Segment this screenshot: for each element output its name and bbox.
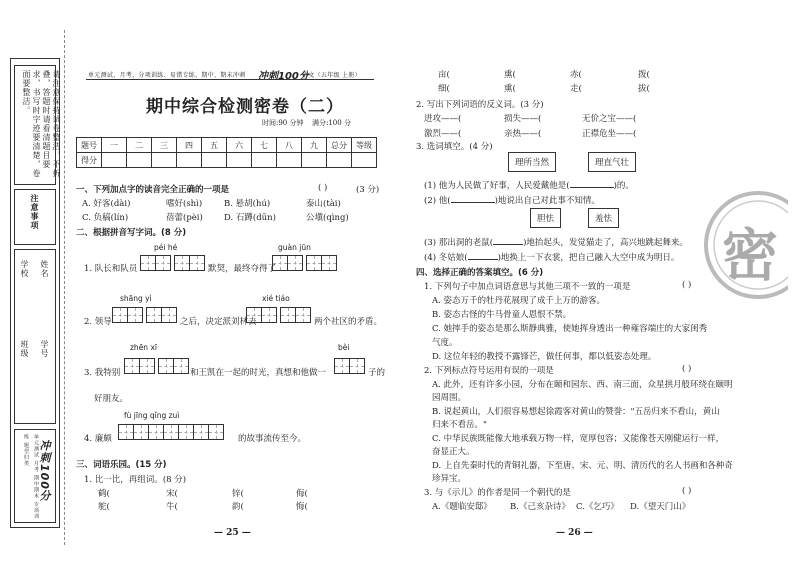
writing-grid[interactable] — [334, 358, 364, 374]
word-option: 理所当然 — [508, 152, 556, 172]
section3-q3: 3. 选词填空。(4 分) — [416, 142, 493, 152]
score-cell[interactable] — [327, 153, 352, 168]
option-a-2: 嗜好(shì) — [166, 199, 203, 209]
score-row-label: 得分 — [77, 153, 102, 168]
choice-option: B. 说起黄山，人们很容易想起徐霞客对黄山的赞誉："五岳归来不看山，黄山 — [432, 407, 720, 417]
pinyin-label: guàn jūn — [278, 243, 311, 252]
choice-option: C.《乞巧》 — [576, 502, 619, 512]
compare-pair[interactable]: 赤( — [570, 70, 582, 80]
compare-pair[interactable]: 韵( — [232, 502, 244, 512]
item2-pre: 2. 领导 — [84, 317, 112, 327]
score-header-cell: 七 — [252, 138, 277, 153]
word-option: 羞怯 — [588, 208, 619, 228]
instruction-label: 注意事项 — [30, 194, 40, 230]
compare-pair[interactable]: 悔( — [296, 502, 308, 512]
compare-pair[interactable]: 锌( — [232, 489, 244, 499]
choice-option: 气度。 — [432, 338, 458, 348]
pinyin-label: xié tiáo — [262, 294, 290, 303]
score-cell[interactable] — [227, 153, 252, 168]
score-cell[interactable] — [252, 153, 277, 168]
score-cell[interactable] — [152, 153, 177, 168]
choice-option: 珍异宝。 — [432, 474, 467, 484]
score-header-cell: 三 — [152, 138, 177, 153]
antonym-item[interactable]: 无价之宝——( — [582, 114, 637, 124]
option-d-2: 公塡(qìng) — [306, 213, 349, 223]
item3-cont: 好朋友。 — [94, 394, 129, 404]
fill-sentence: (2) 他( )地说出自己对此事不知情。 — [424, 196, 600, 206]
compare-pair[interactable]: 拔( — [638, 84, 650, 94]
time-info: 时间:90 分钟 — [262, 119, 304, 127]
antonym-item[interactable]: 激烈——( — [424, 129, 462, 139]
pinyin-label: bèi — [338, 343, 350, 352]
subject-text: 语文（五年级 上册） — [302, 72, 361, 79]
compare-pair[interactable]: 牛( — [166, 502, 178, 512]
choice-option: C. 她摔手的姿态是那么斯静典雅，使她挥身透出一种雍容端庄的大家闺秀 — [432, 324, 708, 334]
score-table-header-row — [77, 138, 377, 153]
score-header-cell: 等级 — [352, 138, 377, 153]
pinyin-label: zhēn xī — [130, 343, 157, 352]
fill-blank[interactable] — [451, 202, 495, 203]
instruction-box — [14, 189, 56, 245]
fill-blank[interactable] — [493, 244, 523, 245]
page-title: 期中综合检测密卷（二） — [146, 97, 344, 117]
field-class: 班级 — [20, 340, 29, 358]
page-number-left: — 25 — — [214, 528, 251, 538]
score-table-score-row — [77, 153, 377, 168]
choice-option: C. 中华民族既能像大地承载万物一样，宽厚包容；又能像苍天刚健运行一样， — [432, 434, 725, 444]
section1-answer[interactable]: ( ) — [318, 183, 328, 193]
section1-score: (3 分) — [356, 185, 380, 195]
compare-pair[interactable]: 熏( — [504, 84, 516, 94]
writing-grid[interactable] — [118, 424, 223, 440]
header-brand: 冲刺100分 — [258, 71, 309, 82]
writing-grid[interactable] — [246, 307, 310, 323]
compare-pair[interactable]: 走( — [570, 84, 582, 94]
choice-option: B.《己亥杂诗》 — [510, 502, 570, 512]
pinyin-label: shāng yì — [120, 294, 152, 303]
score-cell[interactable] — [177, 153, 202, 168]
word-option: 胆怯 — [530, 208, 561, 228]
notice-text: 请注意保持试卷整洁，不折叠，答题时请看清题目要求，书写时字迹要清楚，卷面要整洁。 — [22, 70, 61, 178]
writing-grid[interactable] — [124, 358, 188, 374]
seal-text: 密 — [722, 224, 778, 289]
section3-heading: 三、词语乐园。(15 分) — [76, 460, 167, 470]
score-cell[interactable] — [202, 153, 227, 168]
item4-mid: 的故事流传至今。 — [238, 434, 307, 444]
binding-strip — [10, 58, 60, 528]
section4-q2: 2. 下列标点符号运用有误的一项是 — [424, 366, 554, 376]
compare-pair[interactable]: 鸵( — [98, 502, 110, 512]
score-cell[interactable] — [102, 153, 127, 168]
score-header-cell: 题号 — [77, 138, 102, 153]
score-table — [76, 137, 377, 168]
series-text: 单元测试、月考、分项训练、易错专练、期中、期末冲刺 — [88, 72, 246, 79]
margin-brand-sub: 单元测试 月考 期中期末 专项训练 题型归类 — [23, 434, 39, 520]
fill-sentence: (3) 那出洞的老鼠( )地抬起头，发觉猫走了，高兴地跳起舞来。 — [424, 238, 688, 248]
score-header-cell: 一 — [102, 138, 127, 153]
section4-heading: 四、选择正确的答案填空。(6 分) — [416, 268, 544, 278]
score-cell[interactable] — [127, 153, 152, 168]
secret-seal-icon — [700, 190, 788, 300]
choice-option: A.《题临安邸》 — [432, 502, 492, 512]
pinyin-label: fù jīng qǐng zuì — [124, 411, 180, 420]
choice-option: 奋显正大。 — [432, 447, 475, 457]
choice-option: D. 这位年轻的教授不露锋芒，做任何事，都以低姿态处理。 — [432, 352, 657, 362]
compare-pair[interactable]: 鹤( — [98, 489, 110, 499]
compare-pair[interactable]: 熏( — [504, 70, 516, 80]
fill-sentence: (4) 冬姑娘( )地换上一下衣裳，把自己融入大空中成为明日。 — [424, 253, 680, 263]
choice-option: 园周围。 — [432, 393, 467, 403]
score-header-cell: 二 — [127, 138, 152, 153]
choice-option: A. 此外，还有许多小园，分布在颐和园东、西、南三面，众星拱月般环绕在颐明 — [432, 380, 733, 390]
writing-grid[interactable] — [272, 255, 336, 271]
field-school: 学校 — [20, 260, 29, 278]
item4-pre: 4. 廉颇 — [84, 434, 112, 444]
margin-brand-box — [14, 429, 56, 523]
antonym-item[interactable]: 正襟危坐——( — [582, 129, 637, 139]
score-header-cell: 六 — [227, 138, 252, 153]
score-cell[interactable] — [277, 153, 302, 168]
section4-q3: 3. 与《示儿》的作者是同一个朝代的是 — [424, 488, 571, 498]
option-d[interactable]: D. 石蹲(dūn) — [224, 213, 276, 223]
cut-line — [64, 30, 65, 545]
margin-brand: 冲刺100分 — [38, 440, 51, 502]
score-header-cell: 八 — [277, 138, 302, 153]
writing-grid[interactable] — [140, 255, 204, 271]
compare-pair[interactable]: 亩( — [438, 70, 450, 80]
score-cell[interactable] — [352, 153, 377, 168]
score-header-cell: 九 — [302, 138, 327, 153]
compare-pair[interactable]: 拨( — [638, 70, 650, 80]
section4-q3-answer[interactable]: ( ) — [682, 486, 692, 496]
option-c-2: 蓓蕾(pèi) — [166, 213, 203, 223]
item1-pre: 1. 队长和队员 — [84, 264, 138, 274]
score-header-cell: 四 — [177, 138, 202, 153]
field-name: 姓名 — [40, 260, 49, 278]
word-option: 理直气壮 — [588, 152, 636, 172]
option-b-2: 泰山(tài) — [306, 199, 341, 209]
page-number-right: — 26 — — [556, 528, 593, 538]
option-a[interactable]: A. 好客(dài) — [82, 199, 131, 209]
section4-q1-answer[interactable]: ( ) — [682, 280, 692, 290]
choice-option: D.《望天门山》 — [630, 502, 691, 512]
choice-option: 归来不看岳。" — [432, 420, 487, 430]
compare-pair[interactable]: 宋( — [166, 489, 178, 499]
item2-post: 两个社区的矛盾。 — [314, 317, 383, 327]
header-rule — [86, 79, 374, 80]
antonym-item[interactable]: 进攻——( — [424, 114, 462, 124]
section3-q2: 2. 写出下列词语的反义词。(3 分) — [416, 100, 544, 110]
section4-q2-answer[interactable]: ( ) — [682, 364, 692, 374]
score-header-cell: 总分 — [327, 138, 352, 153]
pinyin-label: péi hé — [154, 243, 178, 252]
section2-heading: 二、根据拼音写字词。(8 分) — [76, 228, 187, 238]
item3-mid: 和王凯在一起的时光，真想和他做一 — [190, 368, 327, 378]
writing-grid[interactable] — [112, 307, 176, 323]
compare-pair[interactable]: 细( — [438, 84, 450, 94]
notice-box — [14, 65, 61, 185]
field-number: 学号 — [40, 340, 49, 358]
antonym-item[interactable]: 损失——( — [504, 114, 542, 124]
score-cell[interactable] — [302, 153, 327, 168]
compare-pair[interactable]: 侮( — [296, 489, 308, 499]
option-c[interactable]: C. 负稿(lín) — [82, 213, 129, 223]
section3-q1: 1. 比一比，再组词。(8 分) — [84, 475, 187, 485]
choice-option: B. 姿态古怪的牛马骨童人恩恨不禁。 — [432, 310, 572, 320]
antonym-item[interactable]: 亲热——( — [504, 129, 542, 139]
choice-option: D. 上自先秦时代的青铜礼器，下至唐、宋、元、明、清历代的名人书画和各种奇 — [432, 461, 733, 471]
score-info: 满分:100 分 — [312, 119, 351, 127]
score-header-cell: 五 — [202, 138, 227, 153]
fill-sentence: (1) 他为人民做了好事，人民爱戴他是( )的。 — [424, 181, 634, 191]
fill-blank[interactable] — [468, 259, 498, 260]
item2-mid: 之后，决定派刘林去 — [180, 317, 257, 327]
student-info-box — [14, 249, 56, 424]
section4-q1: 1. 下列句子中加点词语意思与其他三项不一致的一项是 — [424, 282, 631, 292]
option-b[interactable]: B. 悬胡(hú) — [224, 199, 271, 209]
item3-post: 子的 — [368, 368, 386, 378]
fill-blank[interactable] — [570, 187, 614, 188]
item1-mid: 默契，最终夺得了 — [208, 264, 277, 274]
choice-option: A. 姿态万千的牡丹花展现了成千上万的游客。 — [432, 296, 606, 306]
item3-pre: 3. 我特别 — [84, 368, 121, 378]
section1-heading: 一、下列加点字的读音完全正确的一项是 — [76, 185, 230, 195]
